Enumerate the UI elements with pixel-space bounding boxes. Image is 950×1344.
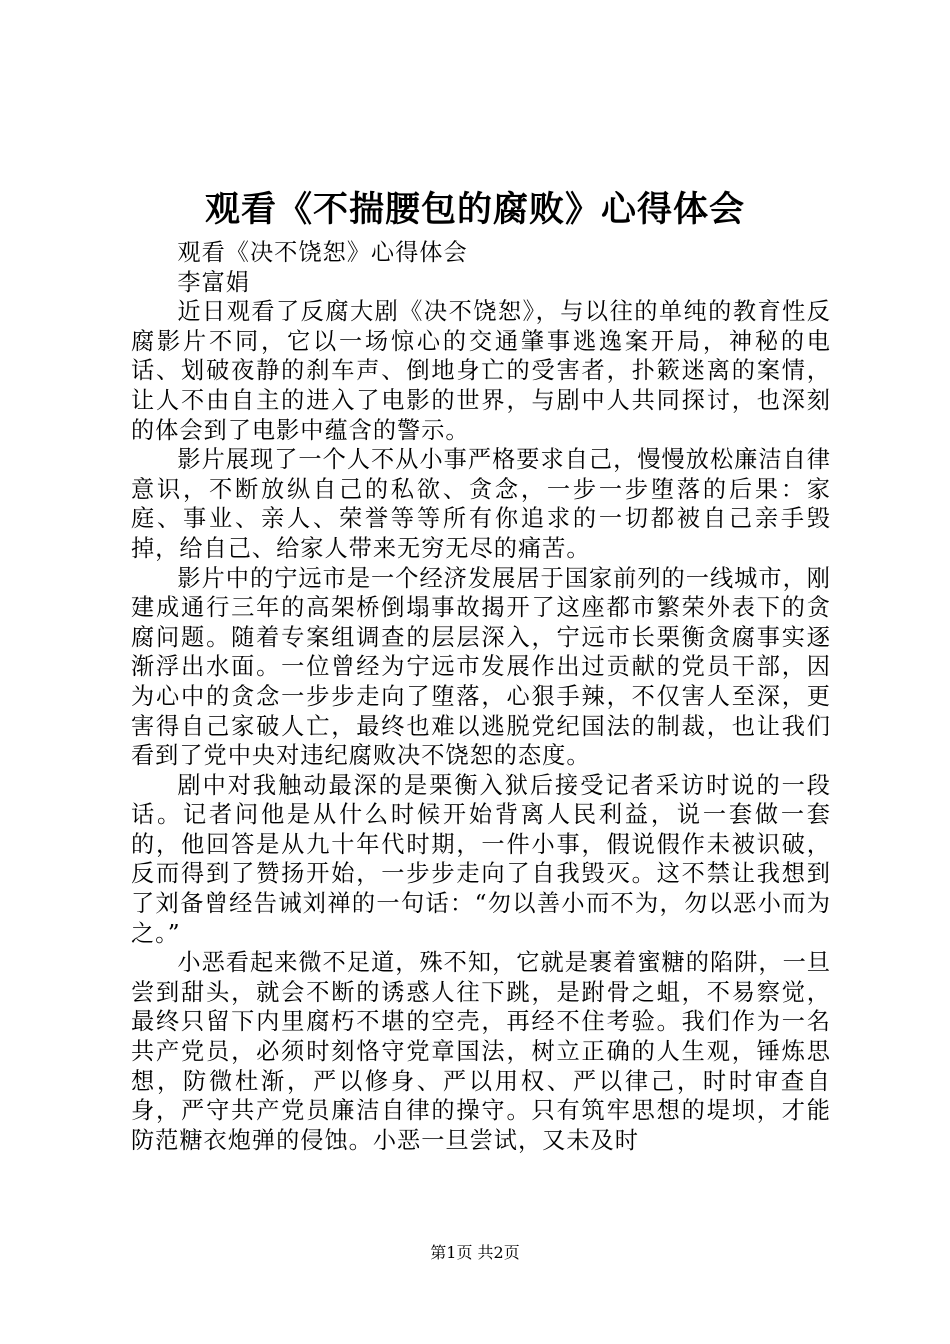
subtitle: 观看《决不饶恕》心得体会	[177, 239, 468, 266]
paragraph: 小恶看起来微不足道，殊不知，它就是裹着蜜糖的陷阱，一旦尝到甜头，就会不断的诱惑人往下跳，是跗骨之蛆，不易察觉，最终只留下内里腐朽不堪的空壳，再经不住考验。我们作为一名共产党员，必须时刻恪守党章国法，树立正确的人生观，锤炼思想，防微杜渐，严以修身、严以用权、严以律己，时时审查自身，严守共产党员廉洁自律的操守。只有筑牢思想的堤坝，才能防范糖衣炮弹的侵蚀。小恶一旦尝试，又未及时	[131, 949, 831, 1154]
paragraph: 影片展现了一个人不从小事严格要求自己，慢慢放松廉洁自律意识，不断放纵自己的私欲、贪念，一步一步堕落的后果：家庭、事业、亲人、荣誉等等所有你追求的一切都被自己亲手毁掉，给自己、给家人带来无穷无尽的痛苦。	[131, 446, 831, 562]
document-title: 观看《不揣腰包的腐败》心得体会	[204, 189, 745, 230]
paragraph: 剧中对我触动最深的是栗衡入狱后接受记者采访时说的一段话。记者问他是从什么时候开始背离人民利益，说一套做一套的，他回答是从九十年代时期，一件小事，假说假作未被识破，反而得到了赞扬开始，一步步走向了自我毁灭。这不禁让我想到了刘备曾经告诫刘禅的一句话：“勿以善小而不为，勿以恶小而为之。”	[131, 771, 831, 947]
author: 李富娟	[177, 268, 250, 296]
paragraph: 近日观看了反腐大剧《决不饶恕》，与以往的单纯的教育性反腐影片不同，它以一场惊心的交通肇事逃逸案开局，神秘的电话、划破夜静的刹车声、倒地身亡的受害者，扑簌迷离的案情，让人不由自主的进入了电影的世界，与剧中人共同探讨，也深刻的体会到了电影中蕴含的警示。	[131, 298, 831, 444]
page-number-footer: 第1页 共2页	[430, 1243, 520, 1262]
paragraph: 影片中的宁远市是一个经济发展居于国家前列的一线城市，刚建成通行三年的高架桥倒塌事故揭开了这座都市繁荣外表下的贪腐问题。随着专案组调查的层层深入，宁远市长栗衡贪腐事实逐渐浮出水面。一位曾经为宁远市发展作出过贡献的党员干部，因为心中的贪念一步步走向了堕落，心狠手辣，不仅害人至深，更害得自己家破人亡，最终也难以逃脱党纪国法的制裁，也让我们看到了党中央对违纪腐败决不饶恕的态度。	[131, 564, 831, 770]
document-body	[131, 238, 831, 1155]
